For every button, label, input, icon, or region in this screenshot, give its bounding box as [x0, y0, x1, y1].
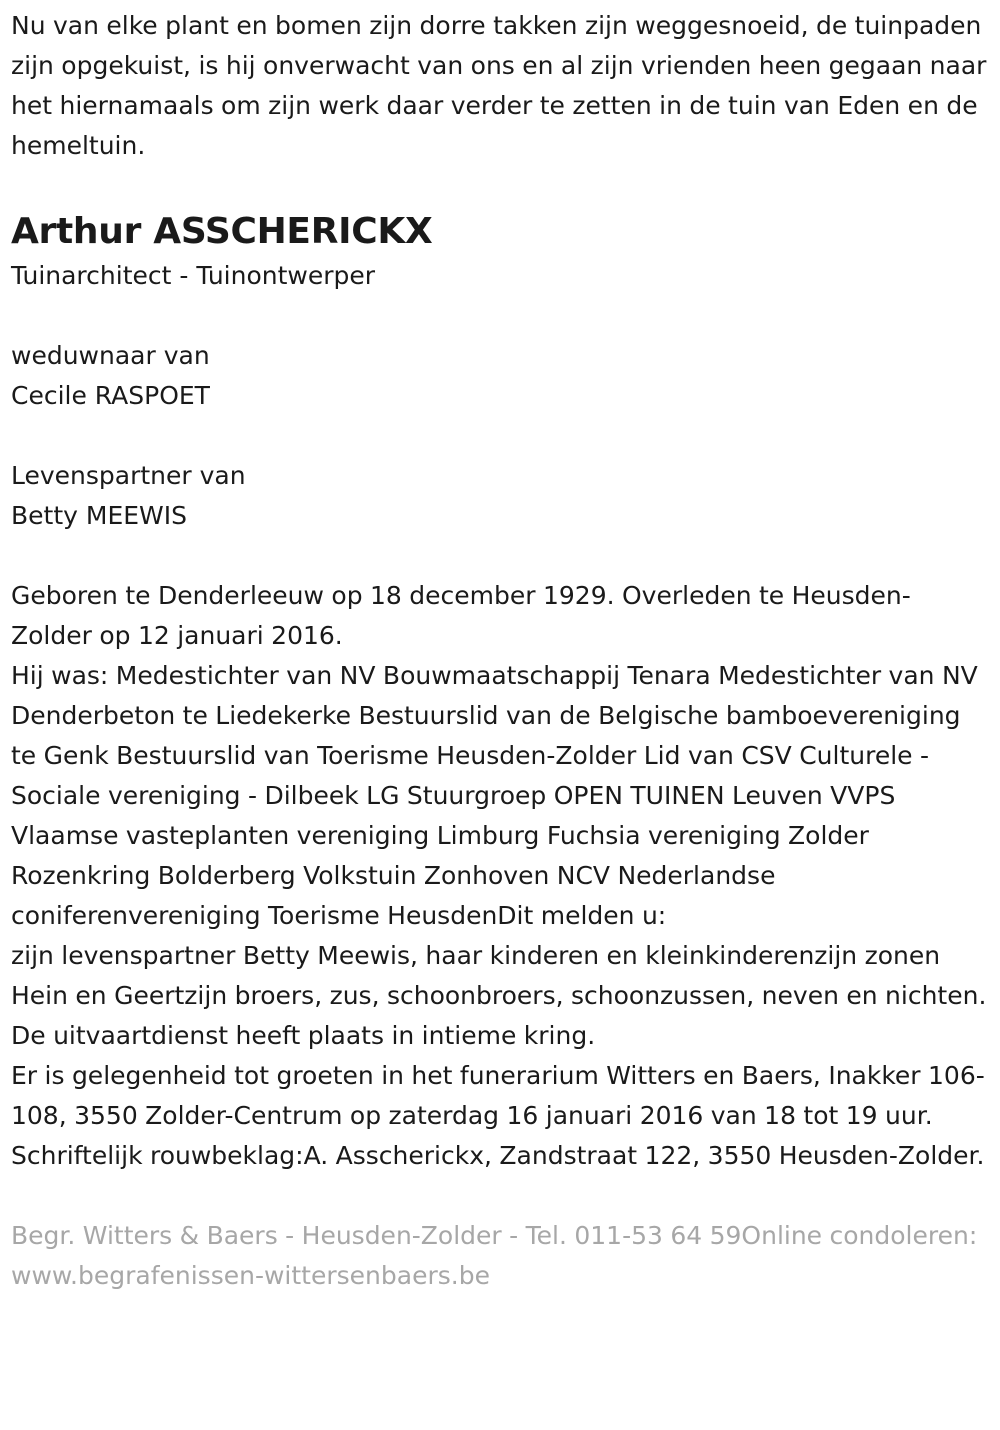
visitation-text: Er is gelegenheid tot groeten in het funerarium Witters en Baers, Inakker 106-108, 3550 Zolder-Centrum op zaterdag 16 januari 2016 van 18 tot 19 uur.: [11, 1061, 985, 1130]
announcers-text: zijn levenspartner Betty Meewis, haar kinderen en kleinkinderenzijn zonen Hein en Geertzijn broers, zus, schoonbroers, schoonzussen, neven en nichten.: [11, 941, 987, 1010]
career-text: Hij was: Medestichter van NV Bouwmaatschappij Tenara Medestichter van NV Denderbeton te Liedekerke Bestuurslid van de Belgische bamboevereniging te Genk Bestuurslid van Toerisme Heusden-Zolder Lid van CSV Culturele - Sociale vereniging - Dilbeek LG Stuurgroep OPEN TUINEN Leuven VVPS Vlaamse vasteplanten vereniging Limburg Fuchsia vereniging Zolder Rozenkring Bolderberg Volkstuin Zonhoven NCV Nederlandse coniferenvereniging Toerisme HeusdenDit melden u:: [11, 661, 978, 930]
birth-death-text: Geboren te Denderleeuw op 18 december 1929. Overleden te Heusden-Zolder op 12 januari 2016.: [11, 581, 911, 650]
funeral-home-footer: Begr. Witters & Baers - Heusden-Zolder - Tel. 011-53 64 59Online condoleren: www.begrafenissen-wittersenbaers.be: [11, 1221, 978, 1290]
spacer: [11, 296, 990, 336]
relation-person-partner: Betty MEEWIS: [11, 501, 188, 530]
spacer: [11, 416, 990, 456]
condolence-address-text: Schriftelijk rouwbeklag:A. Asscherickx, Zandstraat 122, 3550 Heusden-Zolder.: [11, 1141, 985, 1170]
deceased-name: Arthur ASSCHERICKX: [11, 211, 433, 252]
relation-label-widower: weduwnaar van: [11, 341, 210, 370]
spacer: [11, 536, 990, 576]
intro-text: Nu van elke plant en bomen zijn dorre takken zijn weggesnoeid, de tuinpaden zijn opgekuist, is hij onverwacht van ons en al zijn vrienden heen gegaan naar het hiernamaals om zijn werk daar verder te zetten in de tuin van Eden en de hemeltuin.: [11, 11, 987, 160]
service-text: De uitvaartdienst heeft plaats in intieme kring.: [11, 1021, 596, 1050]
relation-label-partner: Levenspartner van: [11, 461, 246, 490]
relation-person-spouse: Cecile RASPOET: [11, 381, 210, 410]
deceased-profession: Tuinarchitect - Tuinontwerper: [11, 261, 376, 290]
